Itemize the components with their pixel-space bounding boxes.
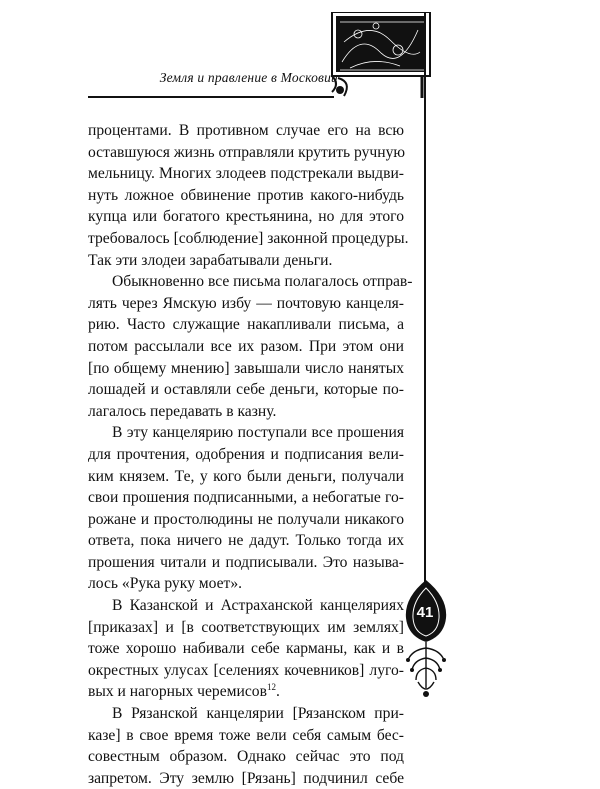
text-line: ким князем. Те, у кого были деньги, получали (88, 467, 404, 485)
vertical-border-line (424, 12, 426, 602)
text-line: оставшуюся жизнь отправляли крутить ручную (88, 143, 406, 161)
text-line: лагалось передавать в казну. (88, 402, 277, 420)
text-line: В эту канцелярию поступали все прошения (112, 424, 404, 442)
text-line: лось «Рука руку моет». (88, 575, 243, 593)
text-line: вых и нагорных черемисов$^{12}$. (88, 682, 280, 701)
paragraph-3 (88, 422, 404, 595)
text-line: для прочтения, одобрения и подписания вели- (88, 445, 404, 463)
text-line: Обыкновенно все письма полагалось отправ- (112, 273, 413, 291)
paragraph-5 (88, 703, 404, 789)
page-number-ornament-icon (398, 578, 454, 702)
paragraph-2 (88, 271, 413, 422)
text-line: окрестных улусах [селениях кочевников] луго- (88, 661, 404, 679)
text-line: запретом. Эту землю [Рязань] подчинил себе (88, 769, 404, 787)
text-line: тоже хорошо набивали себе карманы, как и в (88, 640, 404, 658)
text-line: потом рассылали все их разом. При этом они (88, 337, 404, 355)
text-line: Так эти злодеи зарабатывали деньги. (88, 251, 333, 269)
text-line: ответа, пока ничего не дадут. Только тогда их (88, 532, 404, 550)
text-line: [по общему мнению] завышали число нанятых (88, 359, 404, 377)
text-line: В Рязанской канцелярии [Рязанском при- (112, 705, 404, 723)
text-line: нуть ложное обвинение против какого-нибудь (88, 186, 404, 204)
footnote-marker[interactable]: 12 (266, 682, 276, 693)
text-line-content: вых и нагорных черемисов (88, 683, 267, 701)
text-line: В Казанской и Астраханской канцеляриях (112, 597, 404, 615)
paragraph-4 (88, 595, 404, 703)
body-text (88, 120, 413, 789)
text-line: совестным образом. Однако сейчас это под (88, 748, 404, 766)
paragraph-1 (88, 120, 409, 271)
text-line: лошадей и оставляли себе деньги, которые по- (88, 381, 404, 399)
running-header: Земля и правление в Московии (159, 70, 338, 85)
page-number: 41 (416, 604, 434, 621)
text-line: лять через Ямскую избу — почтовую канцеля- (88, 294, 404, 312)
text-line: казе] в свое время тоже вели себя самым бес- (88, 726, 404, 744)
text-line: свои прошения подписанными, а небогатые го- (88, 489, 404, 507)
text-line: требовалось [соблюдение] законной процедуры. (88, 229, 409, 247)
text-line: процентами. В противном случае его на всю (88, 122, 404, 139)
text-line: рию. Часто служащие накапливали письма, а (88, 316, 404, 334)
text-line: [приказах] и [в соответствующих им землях] (88, 618, 404, 636)
text-line: мельницу. Многих злодеев подстрекали выдви- (88, 165, 404, 183)
text-line: рожане и простолюдины не получали никакого (88, 510, 404, 528)
text-line: прошения читали и подписывали. Это называ- (88, 553, 404, 571)
text-line: купца или богатого крестьянина, но для этого (88, 208, 404, 226)
header-rule (88, 96, 334, 98)
